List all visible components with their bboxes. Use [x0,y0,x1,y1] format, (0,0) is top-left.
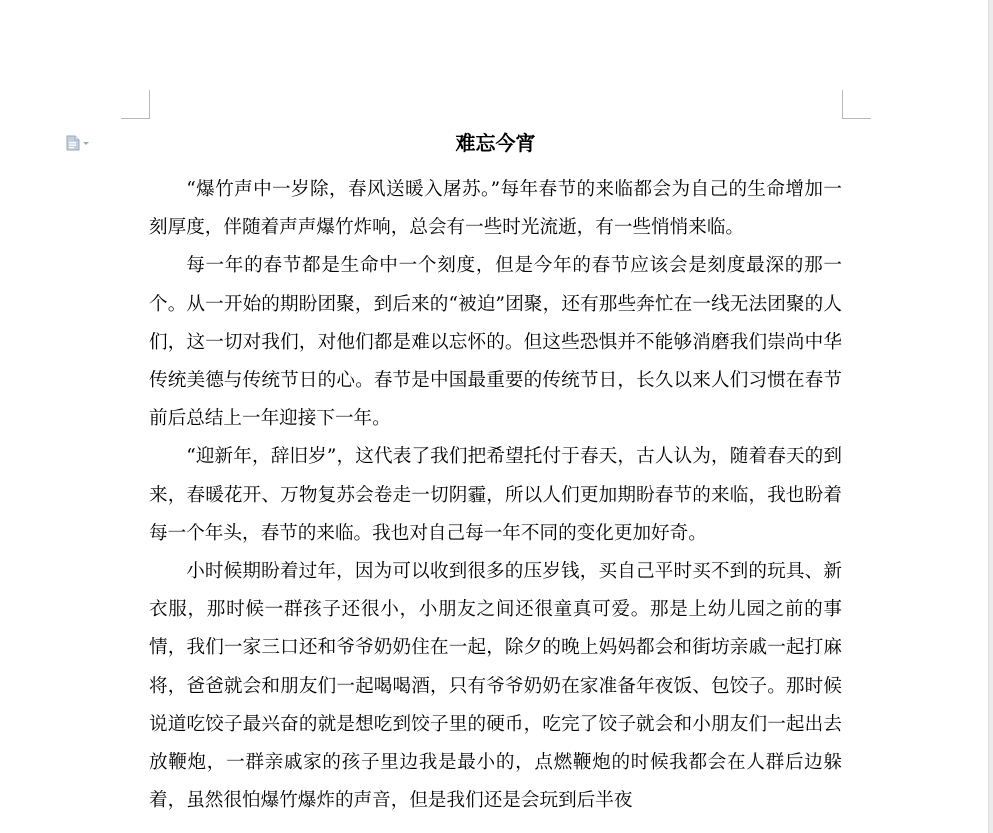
document-icon [66,135,80,151]
margin-marker-top-right [842,90,871,119]
paragraph: “爆竹声中一岁除，春风送暖入屠苏。”每年春节的来临都会为自己的生命增加一刻厚度，伴随着声声爆竹炸响，总会有一些时光流逝，有一些悄悄来临。 [149,179,842,239]
paragraph-layout-button[interactable] [66,135,89,151]
paragraph: “迎新年，辞旧岁”，这代表了我们把希望托付于春天，古人认为，随着春天的到来，春暖花开、万物复苏会卷走一切阴霾，所以人们更加期盼春节的来临，我也盼着每一个年头，春节的来临。我也对自己每一年不同的变化更加好奇。 [149,446,842,544]
margin-marker-top-left [121,90,150,119]
paragraph: 小时候期盼着过年，因为可以收到很多的压岁钱，买自己平时买不到的玩具、新衣服，那时候一群孩子还很小，小朋友之间还很童真可爱。那是上幼儿园之前的事情，我们一家三口还和爷爷奶奶住在一起，除夕的晚上妈妈都会和街坊亲戚一起打麻将，爸爸就会和朋友们一起喝喝酒，只有爷爷奶奶在家准备年夜饭、包饺子。那时候说道吃饺子最兴奋的就是想吃到饺子里的硬币，吃完了饺子就会和小朋友们一起出去放鞭炮，一群亲戚家的孩子里边我是最小的，点燃鞭炮的时候我都会在人群后边躲着，虽然很怕爆竹爆炸的声音，但是我们还是会玩到后半夜 [149,561,842,812]
paragraph: 每一年的春节都是生命中一个刻度，但是今年的春节应该会是刻度最深的那一个。从一开始的期盼团聚，到后来的“被迫”团聚，还有那些奔忙在一线无法团聚的人们，这一切对我们，对他们都是难以忘怀的。但这些恐惧并不能够消磨我们崇尚中华传统美德与传统节日的心。春节是中国最重要的传统节日，长久以来人们习惯在春节前后总结上一年迎接下一年。 [149,255,842,430]
scrollbar-track[interactable] [988,0,993,833]
document-title: 难忘今宵 [455,131,536,155]
chevron-down-icon [83,142,89,145]
document-body[interactable] [149,171,842,820]
